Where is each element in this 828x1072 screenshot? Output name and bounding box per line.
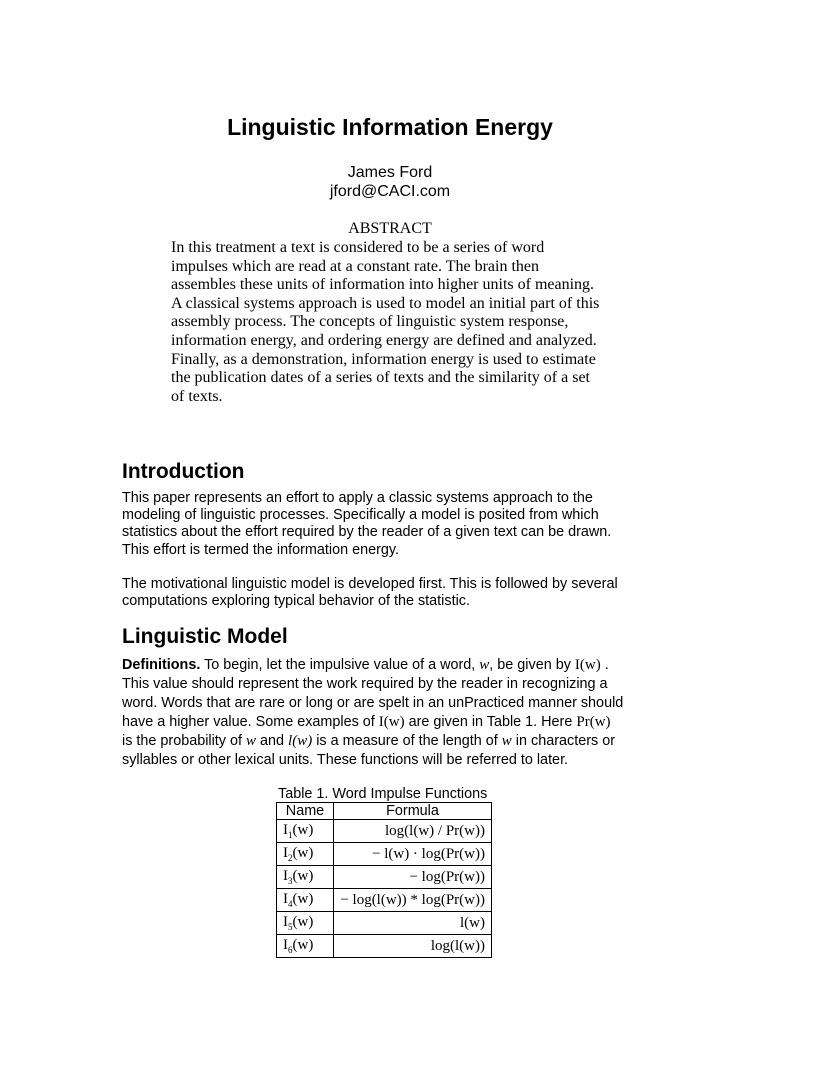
function-argument: (w): [292, 822, 314, 838]
paragraph-line: [122, 656, 623, 675]
function-name: [277, 935, 334, 958]
abstract-line: assembles these units of information into higher units of meaning.: [171, 276, 595, 294]
function-name: [277, 912, 334, 935]
abstract-line: the publication dates of a series of texts and the similarity of a set: [171, 369, 590, 387]
math-var: w: [501, 733, 512, 749]
math-expression: I(w): [574, 657, 601, 673]
function-formula: − log(Pr(w)): [334, 866, 492, 889]
table-caption: Table 1. Word Impulse Functions: [278, 786, 488, 802]
abstract-body: [171, 239, 621, 406]
column-header-name: Name: [277, 803, 334, 820]
abstract-line: of texts.: [171, 387, 223, 405]
paragraph-line: statistics about the effort required by the reader of a given text can be drawn.: [122, 524, 612, 541]
author-email: jford@CACI.com: [329, 183, 451, 200]
function-argument: (w): [292, 845, 314, 861]
function-argument: (w): [292, 868, 314, 884]
introduction-paragraph-2: [122, 576, 618, 610]
text-run: are given in Table 1. Here: [404, 714, 577, 730]
table-row: [277, 912, 492, 935]
function-subscript: 5: [288, 922, 293, 932]
paragraph-line: syllables or other lexical units. These functions will be referred to later.: [122, 752, 569, 768]
abstract-line: impulses which are read at a constant rate. The brain then: [171, 257, 540, 275]
table-row: [277, 820, 492, 843]
function-argument: (w): [292, 937, 314, 953]
abstract-line: assembly process. The concepts of linguistic system response,: [171, 313, 569, 331]
introduction-heading: Introduction: [122, 460, 245, 483]
function-symbol: I: [283, 891, 288, 907]
text-run: in characters or: [511, 733, 615, 749]
function-subscript: 4: [288, 899, 293, 909]
math-expression: Pr(w): [576, 714, 611, 730]
paragraph-line: This effort is termed the information energy.: [122, 541, 400, 558]
function-name: [277, 866, 334, 889]
abstract-heading: ABSTRACT: [348, 220, 432, 237]
text-run: To begin, let the impulsive value of a word,: [200, 657, 480, 673]
function-name: [277, 820, 334, 843]
paragraph-line: word. Words that are rare or long or are spelt in an unPracticed manner should: [122, 695, 624, 711]
abstract-line: In this treatment a text is considered to be a series of word: [171, 239, 545, 256]
paragraph-line: [122, 713, 623, 732]
paper-title: Linguistic Information Energy: [227, 114, 553, 140]
math-var: w: [479, 657, 490, 673]
abstract-line: A classical systems approach is used to model an initial part of this: [171, 294, 600, 312]
function-subscript: 2: [288, 853, 293, 863]
introduction-paragraph-1: [122, 490, 611, 559]
table-row: [277, 843, 492, 866]
math-expression: l(w): [288, 733, 313, 749]
function-name: [277, 889, 334, 912]
function-formula: l(w): [334, 912, 492, 935]
paragraph-line: modeling of linguistic processes. Specifically a model is posited from which: [122, 507, 599, 524]
function-subscript: 6: [288, 945, 293, 955]
function-symbol: I: [283, 937, 288, 953]
paragraph-line: This value should represent the work required by the reader in recognizing a: [122, 676, 608, 692]
function-formula: log(l(w) / Pr(w)): [334, 820, 492, 843]
text-run: is the probability of: [122, 733, 246, 749]
function-formula: − log(l(w)) * log(Pr(w)): [334, 889, 492, 912]
function-formula: log(l(w)): [334, 935, 492, 958]
table-row: [277, 935, 492, 958]
function-subscript: 3: [288, 876, 293, 886]
text-run: and: [256, 733, 289, 749]
linguistic-model-heading: Linguistic Model: [122, 625, 288, 648]
table-header-row: [277, 803, 492, 820]
author-name: James Ford: [347, 164, 433, 181]
function-symbol: I: [283, 822, 288, 838]
column-header-formula: Formula: [334, 803, 492, 820]
text-run: have a higher value. Some examples of: [122, 714, 379, 730]
function-symbol: I: [283, 914, 288, 930]
text-run: .: [600, 657, 609, 673]
table-row: [277, 866, 492, 889]
abstract-line: information energy, and ordering energy are defined and analyzed.: [171, 331, 597, 349]
function-symbol: I: [283, 868, 288, 884]
text-run: , be given by: [489, 657, 575, 673]
definitions-paragraph: [122, 656, 623, 770]
word-impulse-table: [276, 802, 492, 958]
text-run: is a measure of the length of: [312, 733, 502, 749]
math-var: w: [246, 733, 257, 749]
table-row: [277, 889, 492, 912]
math-expression: I(w): [378, 714, 405, 730]
paragraph-line: The motivational linguistic model is developed first. This is followed by several: [122, 576, 618, 592]
paragraph-line: [122, 732, 623, 751]
definitions-label: Definitions.: [122, 657, 201, 673]
function-subscript: 1: [288, 830, 293, 840]
paragraph-line: This paper represents an effort to apply a classic systems approach to the: [122, 490, 593, 506]
function-argument: (w): [292, 891, 314, 907]
function-formula: − l(w) · log(Pr(w)): [334, 843, 492, 866]
abstract-line: Finally, as a demonstration, information energy is used to estimate: [171, 350, 596, 368]
function-argument: (w): [292, 914, 314, 930]
paragraph-line: computations exploring typical behavior of the statistic.: [122, 593, 470, 610]
function-symbol: I: [283, 845, 288, 861]
function-name: [277, 843, 334, 866]
